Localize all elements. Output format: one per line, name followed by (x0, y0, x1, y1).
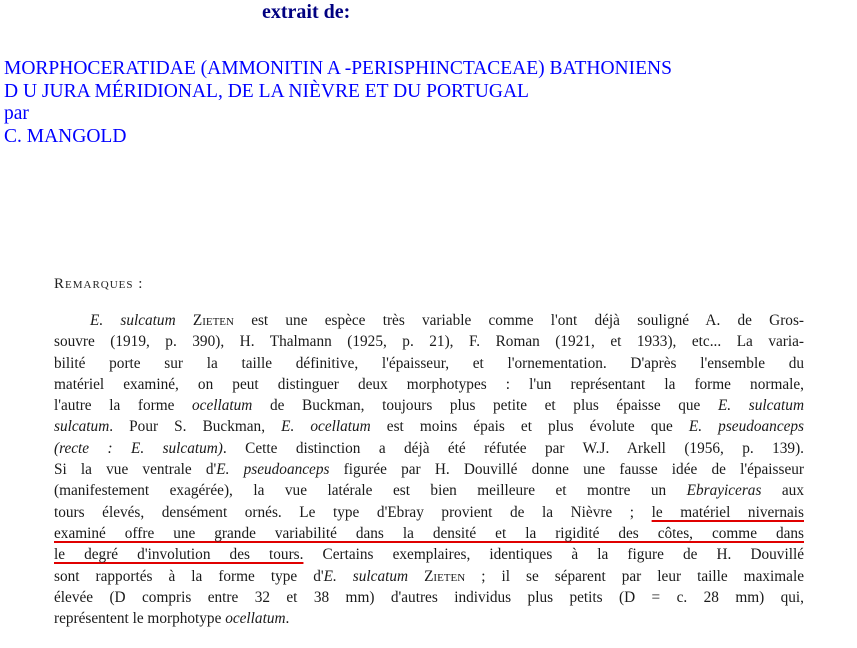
species-name: E. sulcatum (90, 312, 176, 329)
author-name: Zieten (408, 567, 466, 585)
species-name: E. pseudoanceps (688, 418, 804, 436)
species-name: sulcatum (54, 418, 110, 436)
underlined-highlight: le matériel nivernais (651, 503, 804, 521)
text-run: aux (761, 482, 804, 500)
text-line (54, 608, 804, 629)
title-line-2: D U JURA MÉRIDIONAL, DE LA NIÈVRE ET DU PORTUGAL (4, 80, 529, 102)
text-line (54, 566, 804, 587)
text-run: Certains exemplaires, identiques à la figure de H. Douvillé (303, 546, 804, 564)
text-run: ; il se séparent par leur taille maximale (465, 567, 804, 585)
text-run: . Cette distinction a déjà été réfutée par W.J. Arkell (1956, p. 139). (222, 439, 804, 457)
text-run: est une espèce très variable comme l'ont déjà souligné A. de Gros- (233, 312, 804, 329)
title-par: par (4, 103, 29, 124)
text-line (54, 544, 804, 565)
species-name: ocellatum (192, 397, 253, 415)
text-line: élevée (D compris entre 32 et 38 mm) d'autres individus plus petits (D = c. 28 mm) qui, (54, 588, 804, 606)
species-name: E. ocellatum (281, 418, 371, 436)
text-line (54, 502, 804, 523)
underlined-highlight: le degré d'involution des tours. (54, 546, 304, 564)
text-run: Si la vue ventrale d' (54, 461, 217, 479)
text-line (54, 523, 804, 544)
author-name: Zieten (175, 312, 234, 329)
text-line: bilité porte sur la taille définitive, l'épaisseur, et l'ornementation. D'après l'ensemble du (54, 354, 804, 372)
extrait-heading: extrait de: (262, 1, 351, 23)
text-run: (manifestement exagérée), la vue latérale est bien meilleure et montre un (54, 482, 687, 500)
text-line (54, 310, 804, 331)
genus-name: Ebrayiceras (686, 482, 762, 500)
underlined-highlight: examiné offre une grande variabilité dans la densité et la rigidité des côtes, comme dans (54, 524, 804, 542)
text-line (54, 438, 804, 459)
text-run: tours élevés, densément ornés. Le type d'Ebray provient de la Nièvre ; (54, 503, 652, 521)
document-title-block (4, 58, 854, 148)
title-line-1: MORPHOCERATIDAE (AMMONITIN A -PERISPHINCTACEAE) BATHONIENS (4, 58, 672, 79)
text-run: est moins épais et plus évolute que (370, 418, 689, 436)
species-name: E. pseudoanceps (216, 461, 330, 479)
text-run: sont rapportés à la forme type d' (54, 567, 324, 585)
species-name: E. sulcatum (323, 567, 409, 585)
species-name: E. sulcatum (717, 397, 804, 415)
remarks-paragraph (54, 310, 804, 629)
text-run: . Pour S. Buckman, (109, 418, 282, 436)
text-run: l'autre la forme (54, 397, 193, 415)
text-run: de Buckman, toujours plus petite et plus épaisse que (252, 397, 718, 415)
text-run: figurée par H. Douvillé donne une fausse idée de l'épaisseur (329, 461, 804, 479)
species-name: (recte : E. sulcatum) (54, 439, 223, 457)
text-line (54, 416, 804, 437)
text-run: représentent le morphotype (54, 610, 226, 628)
text-line (54, 459, 804, 480)
text-line (54, 395, 804, 416)
text-run: . (285, 610, 290, 628)
text-line: matériel examiné, on peut distinguer deux morphotypes : l'un représentant la forme normale, (54, 375, 804, 393)
section-heading-remarques: Remarques : (54, 276, 144, 292)
species-name: ocellatum (225, 610, 286, 628)
text-line (54, 480, 804, 501)
text-line: souvre (1919, p. 390), H. Thalmann (1925, p. 21), F. Roman (1921, et 1933), etc... La varia- (54, 333, 804, 351)
title-author: C. MANGOLD (4, 125, 127, 147)
